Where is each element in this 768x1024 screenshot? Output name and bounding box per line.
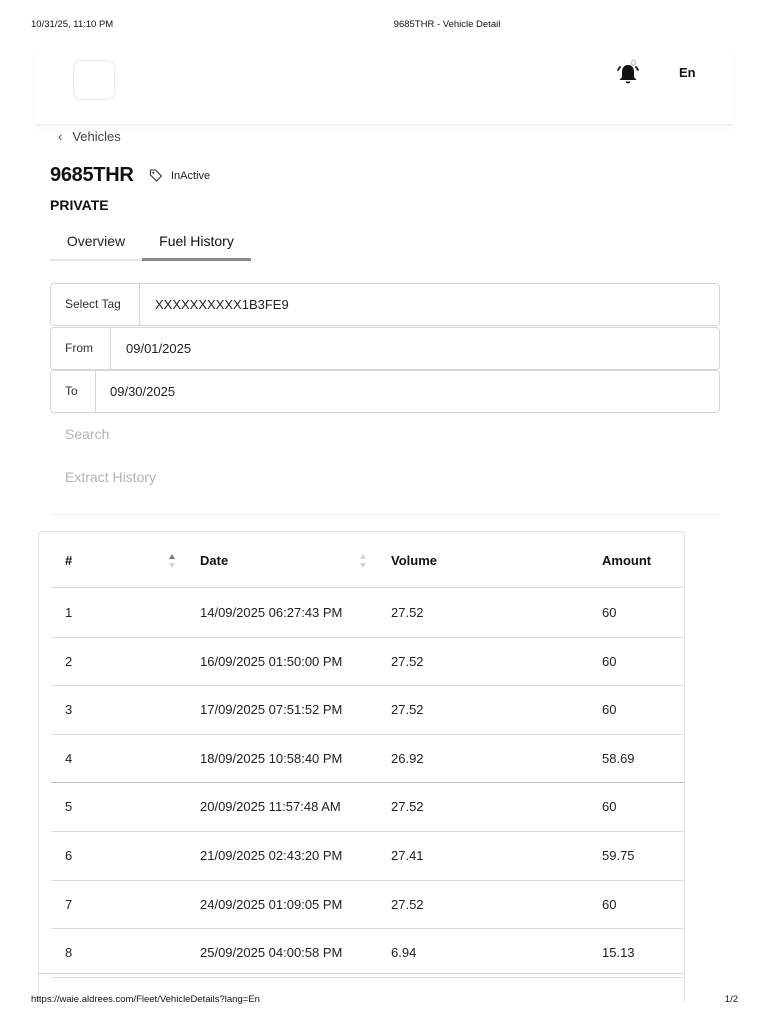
to-date-label: To xyxy=(51,371,96,412)
to-date-field[interactable] xyxy=(50,370,720,413)
tab-fuel-history[interactable]: Fuel History xyxy=(142,224,251,261)
logo-placeholder[interactable] xyxy=(73,60,115,100)
status-badge: InActive xyxy=(171,170,211,182)
table-row[interactable] xyxy=(51,638,685,687)
row-number: 3 xyxy=(65,702,73,718)
row-date: 18/09/2025 10:58:40 PM xyxy=(200,750,343,766)
row-amount: 60 xyxy=(602,896,617,912)
print-datetime: 10/31/25, 11:10 PM xyxy=(31,19,114,30)
row-volume: 26.92 xyxy=(391,750,424,766)
column-header-amount[interactable]: Amount xyxy=(602,553,652,568)
column-header-volume[interactable]: Volume xyxy=(391,553,437,568)
print-page-title: 9685THR - Vehicle Detail xyxy=(393,19,501,30)
language-switcher[interactable]: En xyxy=(679,65,696,80)
tab-bar xyxy=(50,224,251,261)
row-volume: 27.52 xyxy=(391,605,424,620)
search-button[interactable]: Search xyxy=(65,426,110,442)
row-volume: 27.41 xyxy=(391,847,424,863)
table-header xyxy=(51,532,685,588)
print-footer xyxy=(0,994,768,1008)
extract-history-button[interactable]: Extract History xyxy=(65,469,157,485)
row-date: 14/09/2025 06:27:43 PM xyxy=(200,605,343,620)
row-volume: 27.52 xyxy=(391,896,424,912)
row-date: 24/09/2025 01:09:05 PM xyxy=(200,896,343,912)
row-amount: 60 xyxy=(602,799,617,815)
row-date: 20/09/2025 11:57:48 AM xyxy=(200,799,341,815)
row-amount: 58.69 xyxy=(602,750,635,766)
chevron-left-icon: ‹ xyxy=(58,129,63,144)
vehicle-type: PRIVATE xyxy=(50,197,109,213)
tag-icon xyxy=(149,168,163,182)
section-divider xyxy=(50,514,720,515)
select-tag-value[interactable]: XXXXXXXXXX1B3FE9 xyxy=(155,297,289,312)
table-row[interactable] xyxy=(51,881,685,930)
tab-overview[interactable]: Overview xyxy=(50,224,142,261)
row-amount: 60 xyxy=(602,605,617,620)
row-number: 2 xyxy=(65,653,73,669)
row-amount: 59.75 xyxy=(602,847,635,863)
row-volume: 27.52 xyxy=(391,702,424,718)
bell-icon[interactable] xyxy=(614,60,642,88)
fuel-history-table xyxy=(38,531,685,1001)
print-page-number: 1/2 xyxy=(724,994,738,1005)
sort-icon[interactable] xyxy=(359,551,367,571)
column-header-number[interactable]: # xyxy=(65,553,73,568)
table-row[interactable] xyxy=(51,832,685,881)
table-row[interactable] xyxy=(51,929,685,978)
print-header xyxy=(0,19,768,33)
row-volume: 6.94 xyxy=(391,945,417,961)
row-number: 6 xyxy=(65,847,73,863)
row-date: 17/09/2025 07:51:52 PM xyxy=(200,702,343,718)
vehicle-plate: 9685THR xyxy=(50,164,134,186)
table-row[interactable] xyxy=(51,735,685,784)
row-volume: 27.52 xyxy=(391,653,424,669)
row-date: 21/09/2025 02:43:20 PM xyxy=(200,847,343,863)
table-row[interactable] xyxy=(51,783,685,832)
notification-count: 0 xyxy=(631,58,637,68)
row-volume: 27.52 xyxy=(391,799,424,815)
sort-icon[interactable] xyxy=(168,551,176,571)
from-date-label: From xyxy=(51,328,111,369)
row-number: 7 xyxy=(65,896,73,912)
column-header-date[interactable]: Date xyxy=(200,553,229,568)
row-number: 5 xyxy=(65,799,73,815)
row-number: 8 xyxy=(65,945,73,961)
to-date-input[interactable]: 09/30/2025 xyxy=(110,384,176,399)
select-tag-label: Select Tag xyxy=(51,284,140,325)
from-date-input[interactable]: 09/01/2025 xyxy=(126,341,192,356)
breadcrumb-vehicles-link[interactable]: Vehicles xyxy=(72,129,121,144)
row-date: 25/09/2025 04:00:58 PM xyxy=(200,945,343,961)
row-amount: 15.13 xyxy=(602,945,635,961)
from-date-field[interactable] xyxy=(50,327,720,370)
row-number: 4 xyxy=(65,750,73,766)
top-navbar xyxy=(36,50,733,125)
row-number: 1 xyxy=(65,605,73,620)
table-body xyxy=(51,589,685,978)
table-row-border xyxy=(38,973,685,974)
row-amount: 60 xyxy=(602,653,617,669)
table-row[interactable] xyxy=(51,589,685,638)
row-amount: 60 xyxy=(602,702,617,718)
breadcrumb[interactable] xyxy=(58,129,121,144)
select-tag-field[interactable] xyxy=(50,283,720,326)
print-url: https://waie.aldrees.com/Fleet/VehicleDetails?lang=En xyxy=(31,994,260,1005)
row-date: 16/09/2025 01:50:00 PM xyxy=(200,653,343,669)
table-row[interactable] xyxy=(51,686,685,735)
